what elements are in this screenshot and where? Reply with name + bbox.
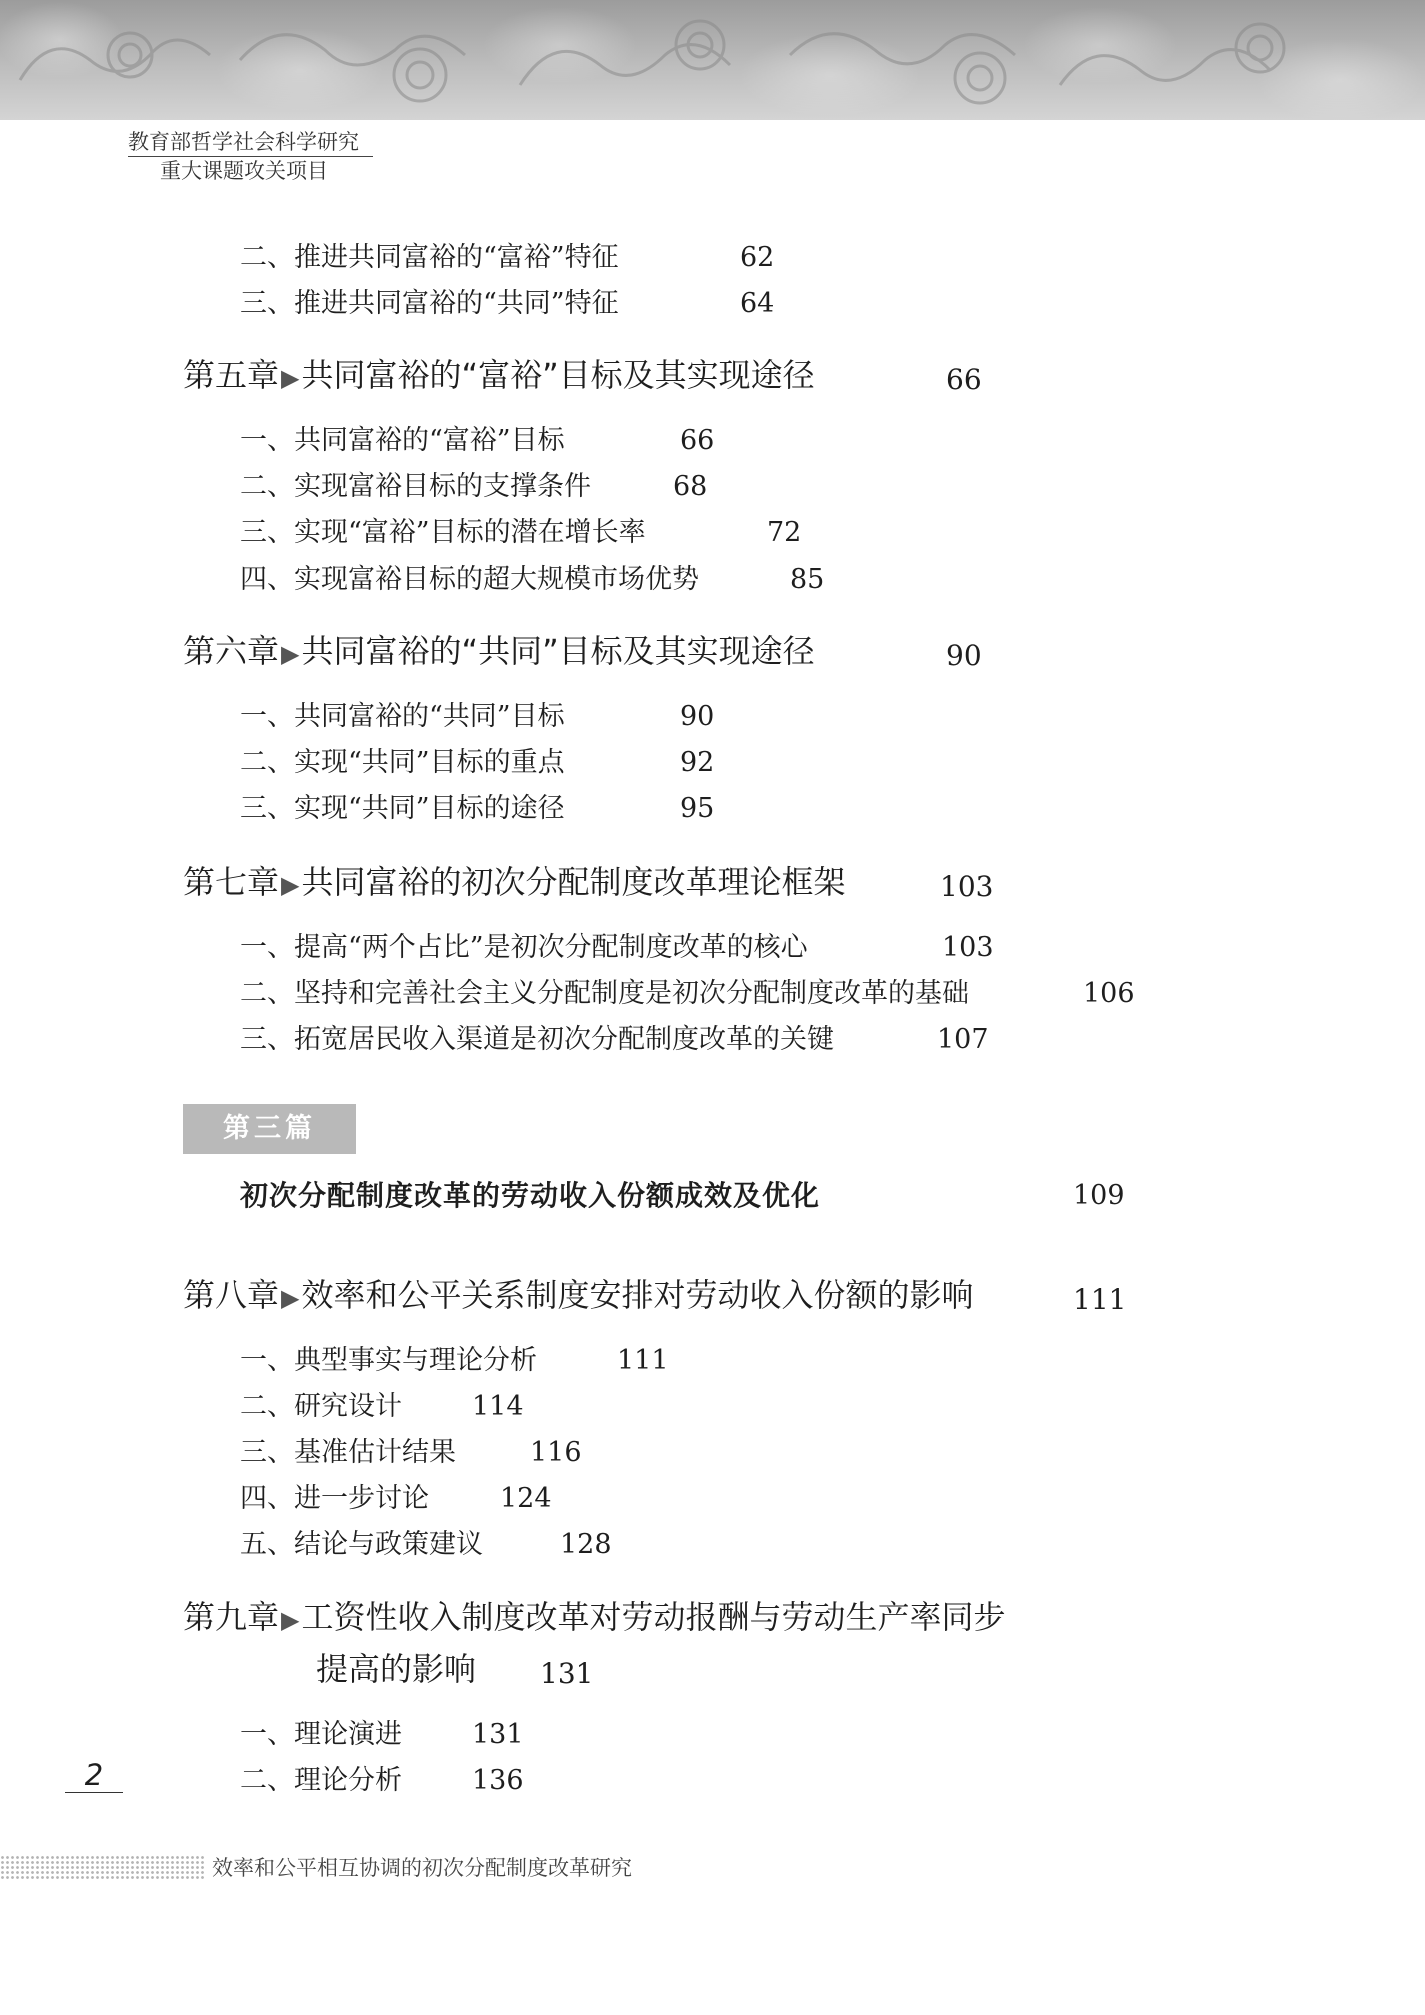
- chapter-title-line1: 工资性收入制度改革对劳动报酬与劳动生产率同步: [301, 1598, 1006, 1636]
- chapter-title: 共同富裕的“富裕”目标及其实现途径: [301, 356, 815, 394]
- page-number: 103: [940, 870, 994, 903]
- toc-section[interactable]: [240, 1344, 669, 1378]
- toc-section[interactable]: [240, 746, 715, 780]
- toc-section[interactable]: [240, 931, 994, 965]
- chapter-number: 第九章: [183, 1598, 280, 1636]
- page-number: 66: [680, 425, 715, 456]
- triangle-arrow-icon: ▶: [281, 871, 300, 899]
- page-number-footer: 2: [65, 1758, 123, 1793]
- section-title: 二、坚持和完善社会主义分配制度是初次分配制度改革的基础: [240, 978, 969, 1009]
- chapter-title: 效率和公平关系制度安排对劳动收入份额的影响: [301, 1276, 974, 1314]
- cloud-pattern-icon: [0, 0, 1425, 120]
- section-title: 三、实现“共同”目标的途径: [240, 793, 565, 824]
- page-number: 85: [790, 564, 825, 595]
- toc-section[interactable]: [240, 1482, 552, 1516]
- series-line1: 教育部哲学社会科学研究: [128, 128, 373, 157]
- section-title: 三、推进共同富裕的“共同”特征: [240, 288, 619, 319]
- chapter-title: 共同富裕的“共同”目标及其实现途径: [301, 632, 815, 670]
- page-number: 128: [560, 1529, 612, 1560]
- page-number: 72: [767, 517, 802, 548]
- page-number: 90: [680, 701, 715, 732]
- section-title: 一、提高“两个占比”是初次分配制度改革的核心: [240, 932, 808, 963]
- section-title: 三、基准估计结果: [240, 1437, 456, 1468]
- toc-chapter-6[interactable]: [183, 631, 982, 674]
- page-number: 92: [680, 747, 715, 778]
- section-title: 一、共同富裕的“共同”目标: [240, 701, 565, 732]
- section-title: 二、研究设计: [240, 1391, 402, 1422]
- chapter-title: 共同富裕的初次分配制度改革理论框架: [301, 863, 846, 901]
- decorative-cloud-banner: [0, 0, 1425, 120]
- section-title: 一、理论演进: [240, 1719, 402, 1750]
- toc-section[interactable]: [240, 1764, 524, 1798]
- toc-chapter-9[interactable]: [183, 1597, 1006, 1640]
- triangle-arrow-icon: ▶: [281, 1606, 300, 1634]
- page-number: 114: [472, 1391, 524, 1422]
- page-number: 136: [472, 1765, 524, 1796]
- page-number: 103: [942, 932, 994, 963]
- triangle-arrow-icon: ▶: [281, 364, 300, 392]
- page-number: 111: [617, 1345, 669, 1376]
- toc-chapter-8[interactable]: [183, 1275, 1127, 1318]
- toc-chapter-9-continued[interactable]: [316, 1649, 594, 1690]
- toc-section[interactable]: [240, 563, 825, 597]
- page-number: 131: [540, 1657, 594, 1690]
- section-title: 二、实现富裕目标的支撑条件: [240, 471, 591, 502]
- page-number: 107: [937, 1024, 989, 1055]
- page-number: 68: [673, 471, 708, 502]
- page-number: 124: [500, 1483, 552, 1514]
- page-number: 116: [530, 1437, 582, 1468]
- section-title: 二、实现“共同”目标的重点: [240, 747, 565, 778]
- chapter-number: 第七章: [183, 863, 280, 901]
- toc-section[interactable]: [240, 700, 715, 734]
- section-title: 三、实现“富裕”目标的潜在增长率: [240, 517, 646, 548]
- page-number: 64: [740, 288, 775, 319]
- series-line2: 重大课题攻关项目: [160, 159, 328, 183]
- chapter-number: 第六章: [183, 632, 280, 670]
- triangle-arrow-icon: ▶: [281, 640, 300, 668]
- toc-section[interactable]: [240, 470, 708, 504]
- toc-section[interactable]: [240, 792, 715, 826]
- toc-chapter-7[interactable]: [183, 862, 994, 905]
- toc-section[interactable]: [240, 287, 775, 321]
- section-title: 四、实现富裕目标的超大规模市场优势: [240, 564, 699, 595]
- toc-section[interactable]: [240, 516, 802, 550]
- page-number: 90: [946, 639, 982, 672]
- chapter-number: 第五章: [183, 356, 280, 394]
- part-title[interactable]: 初次分配制度改革的劳动收入份额成效及优化: [240, 1179, 821, 1212]
- toc-section[interactable]: [240, 1023, 989, 1057]
- section-title: 一、共同富裕的“富裕”目标: [240, 425, 565, 456]
- section-title: 二、推进共同富裕的“富裕”特征: [240, 242, 619, 273]
- page-number: 109: [1073, 1180, 1125, 1211]
- section-title: 一、典型事实与理论分析: [240, 1345, 537, 1376]
- toc-section[interactable]: [240, 977, 1135, 1011]
- page-number: 66: [946, 363, 982, 396]
- page-number: 95: [680, 793, 715, 824]
- decorative-dot-pattern: [0, 1855, 205, 1881]
- section-title: 五、结论与政策建议: [240, 1529, 483, 1560]
- part-label-badge: 第三篇: [183, 1104, 356, 1154]
- toc-section[interactable]: [240, 424, 715, 458]
- toc-section[interactable]: [240, 1436, 582, 1470]
- section-title: 四、进一步讨论: [240, 1483, 429, 1514]
- triangle-arrow-icon: ▶: [281, 1284, 300, 1312]
- series-header: [128, 128, 373, 185]
- toc-chapter-5[interactable]: [183, 355, 982, 398]
- page-number: 106: [1083, 978, 1135, 1009]
- chapter-number: 第八章: [183, 1276, 280, 1314]
- section-title: 二、理论分析: [240, 1765, 402, 1796]
- page-number: 111: [1073, 1283, 1127, 1316]
- page-number: 62: [740, 242, 775, 273]
- chapter-title-line2: 提高的影响: [316, 1650, 477, 1688]
- toc-section[interactable]: [240, 1390, 524, 1424]
- toc-section[interactable]: [240, 1718, 524, 1752]
- toc-section[interactable]: [240, 1528, 612, 1562]
- page-number: 131: [472, 1719, 524, 1750]
- book-title-footer: 效率和公平相互协调的初次分配制度改革研究: [212, 1856, 632, 1880]
- toc-section[interactable]: [240, 241, 775, 275]
- section-title: 三、拓宽居民收入渠道是初次分配制度改革的关键: [240, 1024, 834, 1055]
